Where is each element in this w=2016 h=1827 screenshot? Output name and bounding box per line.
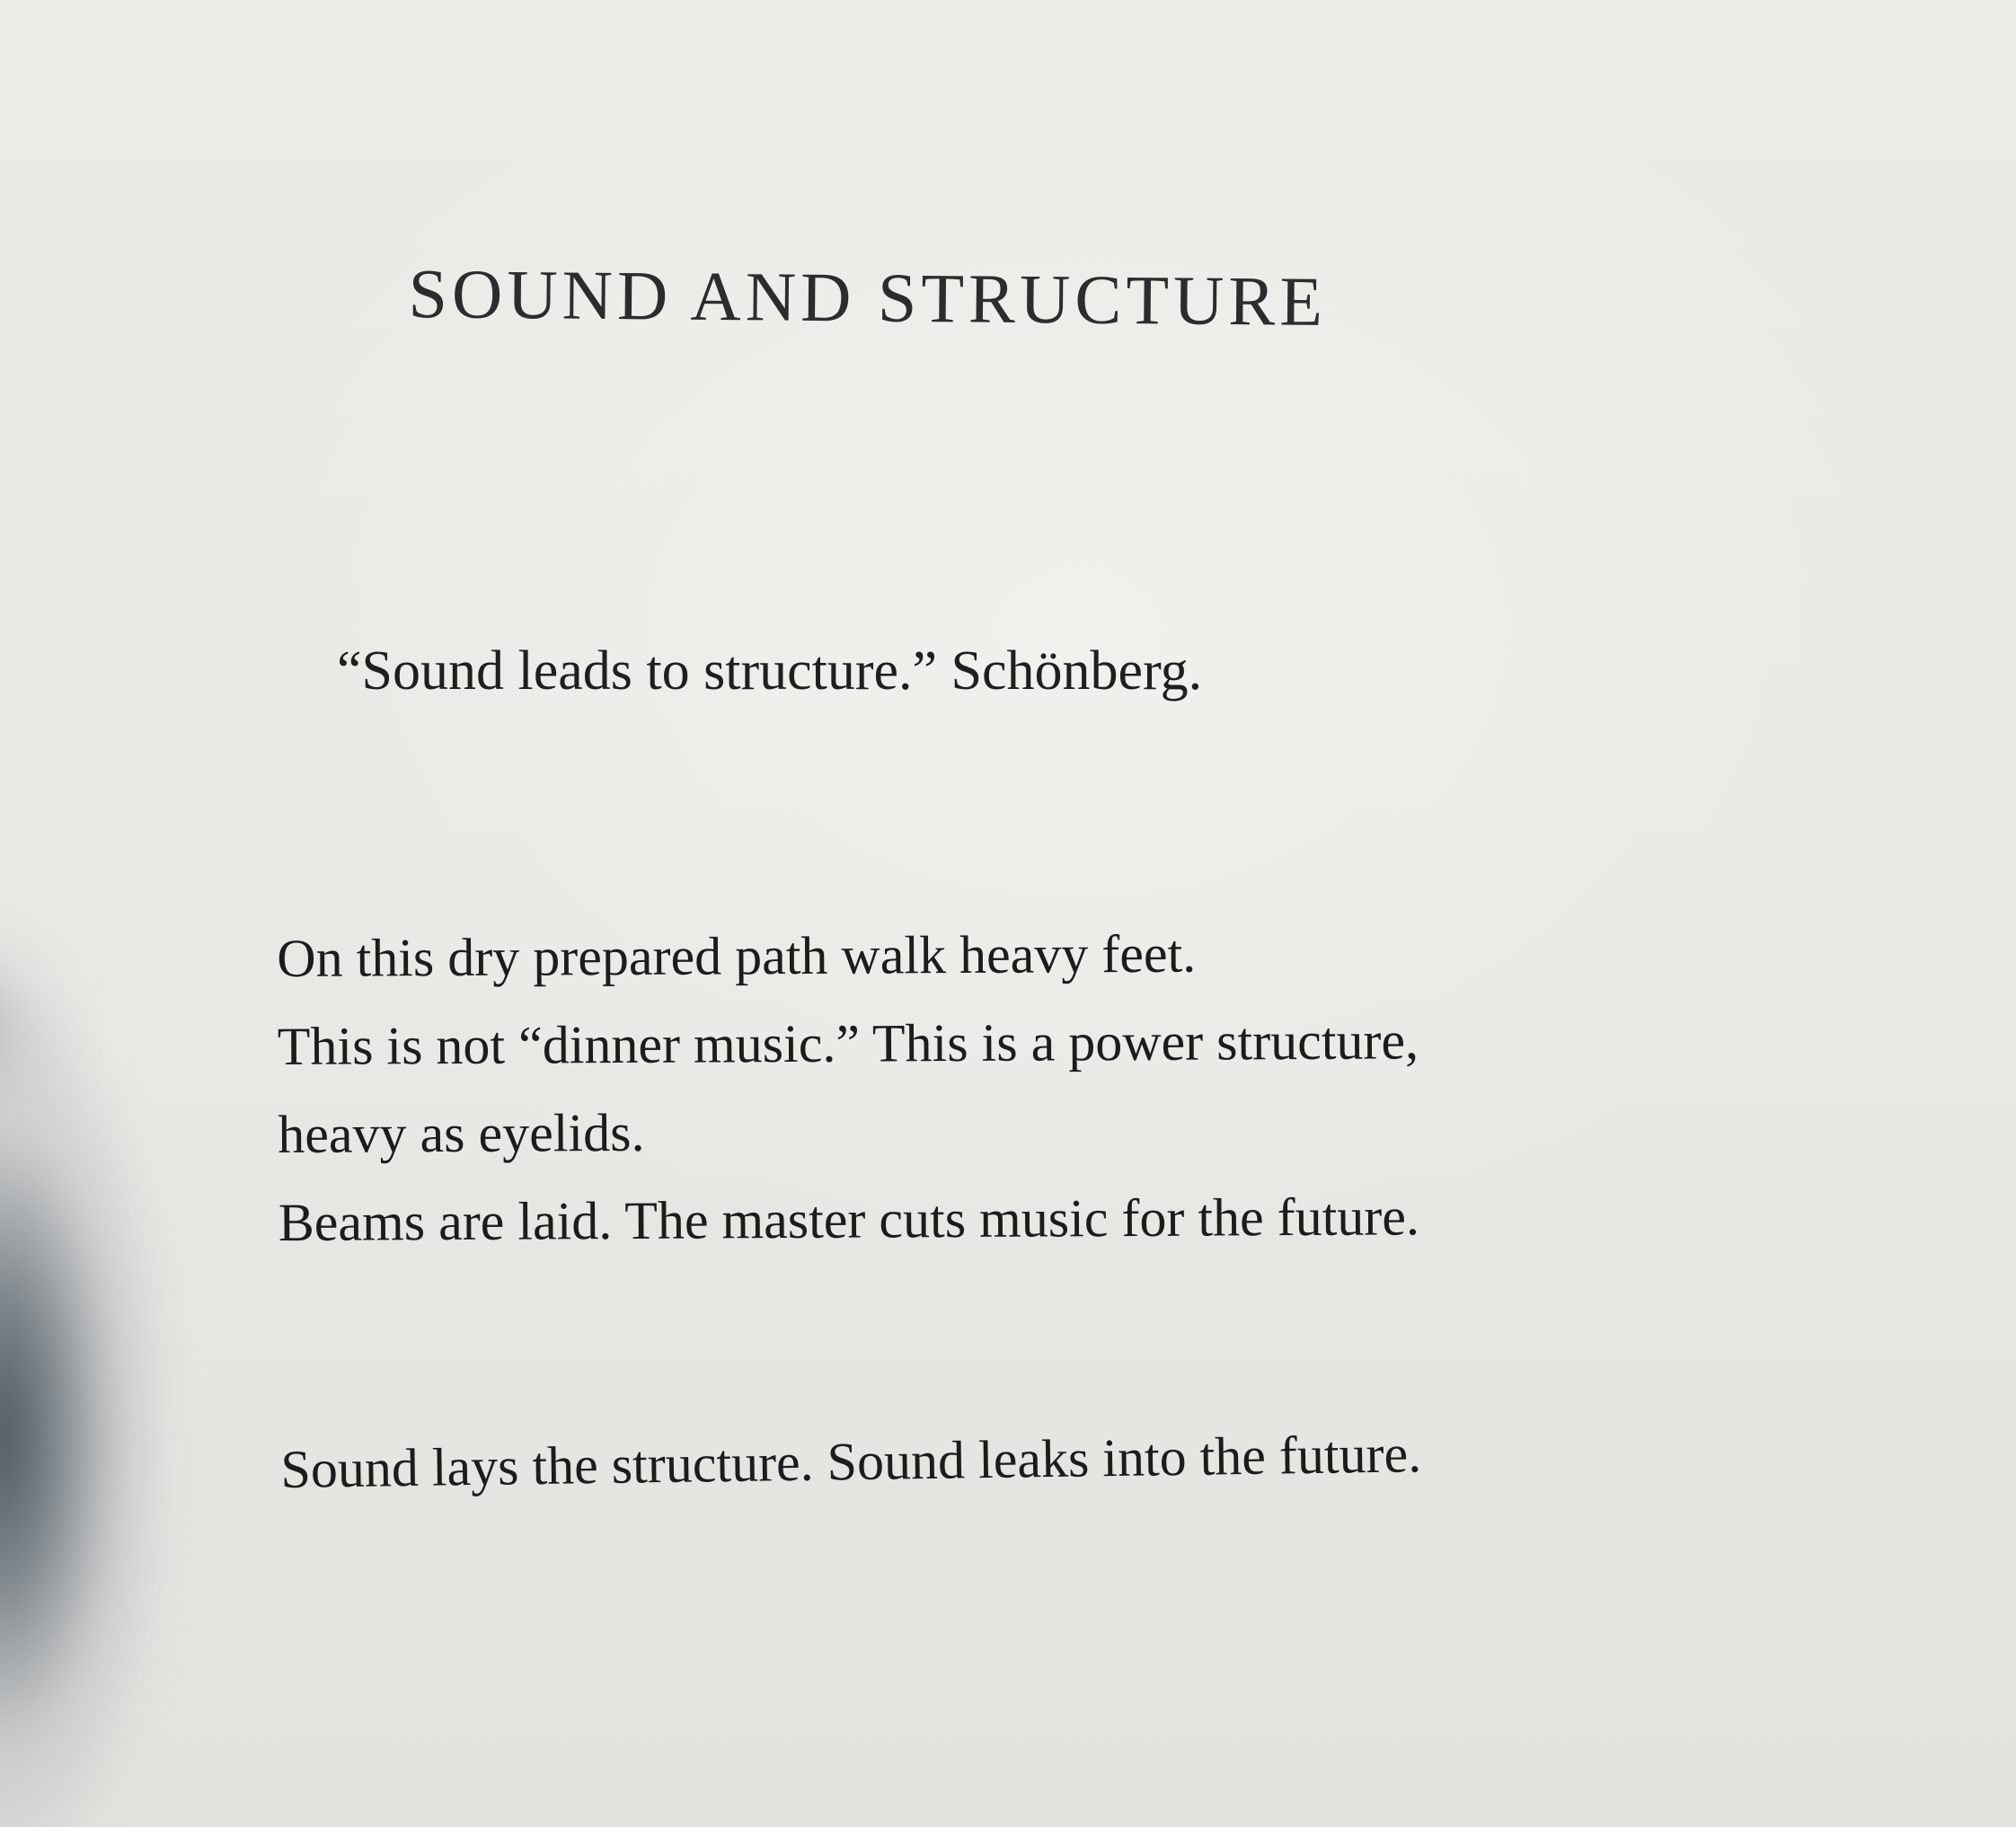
stanza-line: Beams are laid. The master cuts music for the future. [278,1187,1420,1252]
stanza-line: On this dry prepared path walk heavy feet. [277,923,1197,988]
poem-title: SOUND AND STRUCTURE [408,253,1328,340]
cast-shadow [0,934,270,1827]
show-through-text [18,647,31,707]
stanza-line: heavy as eyelids. [278,1102,645,1164]
epigraph: “Sound leads to structure.” Schönberg. [337,640,1203,702]
poem-stanza [277,908,1419,1267]
closing-line: Sound lays the structure. Sound leaks into the future. [280,1424,1422,1499]
stanza-line: This is not “dinner music.” This is a power structure, [277,1011,1419,1076]
